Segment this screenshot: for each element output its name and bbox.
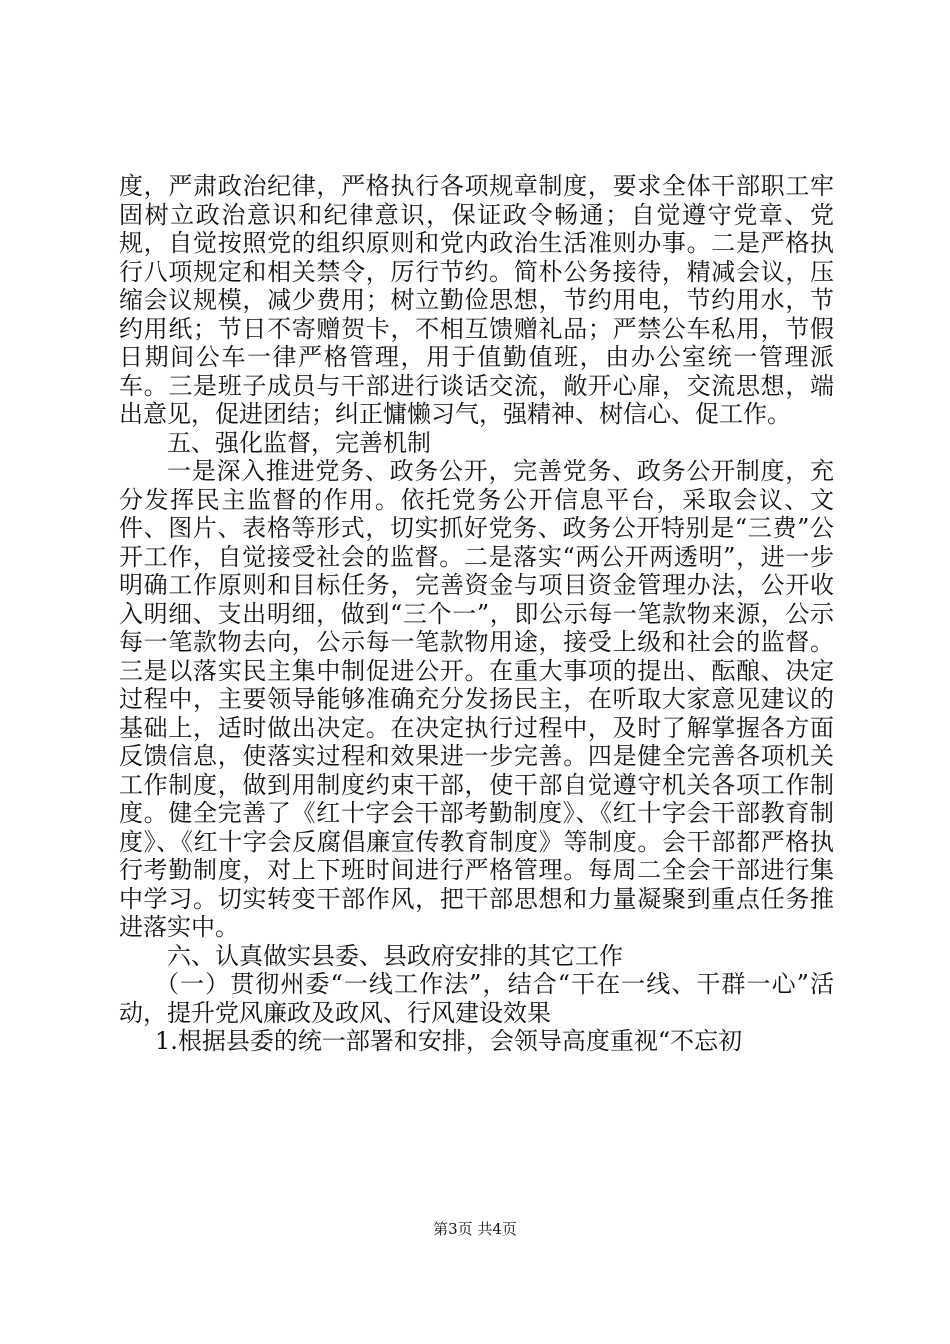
paragraph-item-1: 1.根据县委的统一部署和安排，会领导高度重视“不忘初 <box>155 1027 743 1055</box>
subsection-heading-1: （一）贯彻州委“一线工作法”，结合“干在一线、干群一心”活动，提升党风廉政及政风、行风建设效果 <box>119 970 834 1027</box>
paragraph-section-5: 一是深入推进党务、政务公开，完善党务、政务公开制度，充分发挥民主监督的作用。依托党务公开信息平台，采取会议、文件、图片、表格等形式，切实抓好党务、政务公开特别是“三费”公开工作，自觉接受社会的监督。二是落实“两公开两透明”，进一步明确工作原则和目标任务，完善资金与项目资金管理办法，公开收入明细、支出明细，做到“三个一”，即公示每一笔款物来源，公示每一笔款物去向，公示每一笔款物用途，接受上级和社会的监督。三是以落实民主集中制促进公开。在重大事项的提出、酝酿、决定过程中，主要领导能够准确充分发扬民主，在听取大家意见建议的基础上，适时做出决定。在决定执行过程中，及时了解掌握各方面反馈信息，使落实过程和效果进一步完善。四是健全完善各项机关工作制度，做到用制度约束干部，使干部自觉遵守机关各项工作制度。健全完善了《红十字会干部考勤制度》、《红十字会干部教育制度》、《红十字会反腐倡廉宣传教育制度》等制度。会干部都严格执行考勤制度，对上下班时间进行严格管理。每周二全会干部进行集中学习。切实转变干部作风，把干部思想和力量凝聚到重点任务推进落实中。 <box>119 457 834 941</box>
section-heading-5: 五、强化监督，完善机制 <box>167 428 431 457</box>
document-body <box>119 172 834 1056</box>
page-footer: 第3页 共4页 <box>433 1220 517 1238</box>
section-heading-6: 六、认真做实县委、县政府安排的其它工作 <box>167 941 623 970</box>
paragraph-continued: 度，严肃政治纪律，严格执行各项规章制度，要求全体干部职工牢固树立政治意识和纪律意识，保证政令畅通；自觉遵守党章、党规，自觉按照党的组织原则和党内政治生活准则办事。二是严格执行八项规定和相关禁令，厉行节约。简朴公务接待，精减会议，压缩会议规模，减少费用；树立勤俭思想，节约用电，节约用水，节约用纸；节日不寄赠贺卡，不相互馈赠礼品；严禁公车私用，节假日期间公车一律严格管理，用于值勤值班，由办公室统一管理派车。三是班子成员与干部进行谈话交流，敞开心扉，交流思想，端出意见，促进团结；纠正慵懒习气，强精神、树信心、促工作。 <box>119 172 834 428</box>
